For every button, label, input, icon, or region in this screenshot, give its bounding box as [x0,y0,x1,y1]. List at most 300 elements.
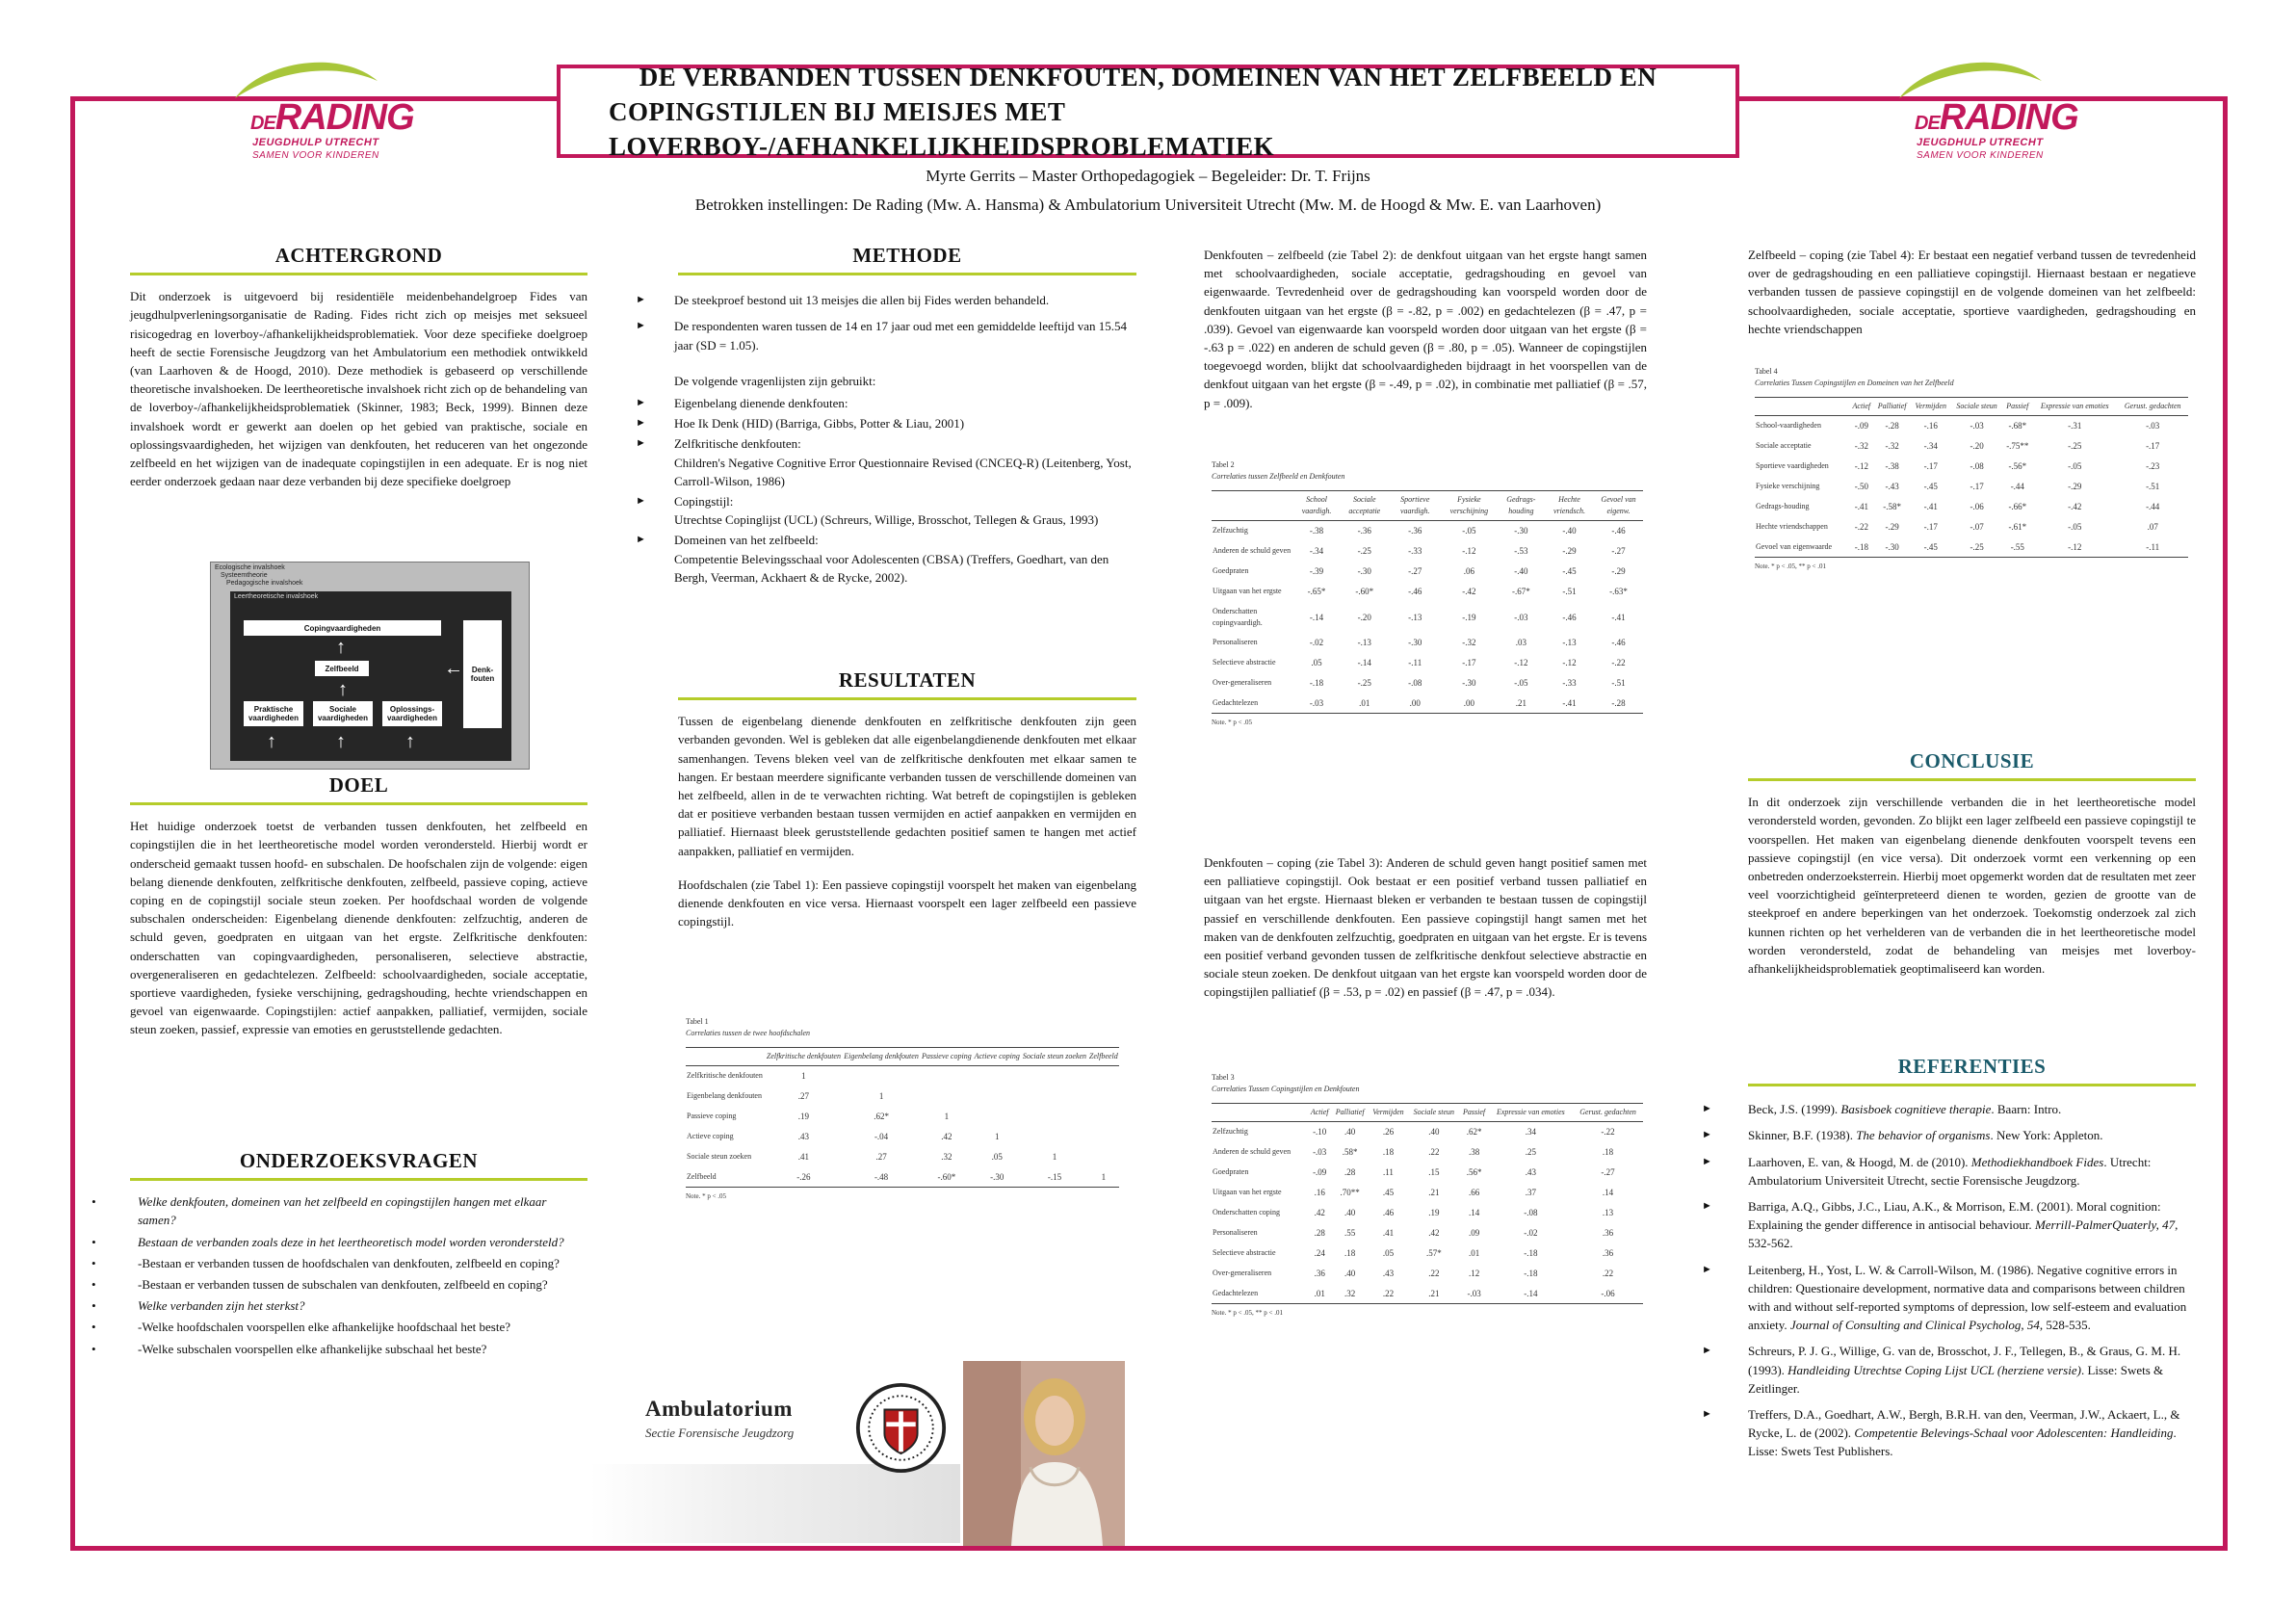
table-note: Note. * p < .05, ** p < .01 [1212,1309,1284,1317]
table-cell: .19 [1428,1208,1440,1217]
table-cell: Sportieve vaardigheden [1756,461,1829,470]
table-row [1212,602,1643,633]
achtergrond-text: Dit onderzoek is uitgevoerd bij residentiële meidenbehandelgroep Fides van jeugdhulpverleningsorganisatie de Rading. Fides richt zich op meisjes met seksueel risicogedrag en loverboy-/afhankelijkheidsproblematiek. Voor deze specifieke doelgroep heeft de sectie Forensische Jeugdzorg van het Ambulatorium een methodiek ontwikkeld (van Laarhoven & de Hoogd, 2010). Deze methodiek is gebaseerd op verschillende theoretische invalshoeken. De leertheoretische invalshoek richt zich op de behandeling van de loverboy-/afhankelijkheidsproblematiek (Skinner, 1983; Beck, 1999). Binnen deze invalshoek wordt er gewerkt aan doelen op het gebied van praktische, sociale en oplossingsvaardigheden, het wijzigen van denkfouten, het reduceren van het ongezonde zelfbeeld en het wijzigen van de inadequate copingstijlen in een adequate. Er is nog niet eerder onderzoek gedaan naar deze verbanden bij deze specifieke doelgroep [130,289,587,489]
rading-logo-right [1888,52,2078,168]
table-cell: -.22 [1601,1127,1615,1138]
tabel-1 [686,1016,1119,1202]
table-row [1755,497,2188,517]
table-row [1212,1284,1643,1304]
table-cell: Personaliseren [1213,1228,1258,1237]
table-row [1755,517,2188,537]
table-row [1212,1183,1643,1203]
table-cell: -.14 [1309,612,1324,622]
table-header: Eigenbelang denkfouten [843,1048,921,1066]
table-cell: .01 [1308,1284,1332,1304]
table-cell: Zelfzuchtig [1213,1127,1248,1137]
table-cell: -.30 [1514,526,1528,536]
table-cell: -.30 [1462,678,1476,688]
table-cell: -.29 [1562,546,1577,556]
data-table [686,1047,1119,1188]
table-cell: Eigenbelang denkfouten [687,1091,762,1100]
table-cell: .19 [797,1112,810,1121]
table-header: Palliatief [1332,1104,1369,1122]
ambulatorium-name: Ambulatorium [645,1397,793,1421]
table-cell: -.17 [1923,461,1938,471]
reference-text: Beck, J.S. (1999). [1748,1102,1841,1117]
table-cell: -.28 [1594,693,1643,714]
table-header: Sociale steun [1951,398,2003,416]
table-cell: .05 [991,1152,1003,1162]
table-cell: -.22 [1611,658,1626,667]
authors-line2: Betrokken instellingen: De Rading (Mw. A. Hansma) & Ambulatorium Universiteit Utrecht (Mw. M. de Hoogd & Mw. E. van Laarhoven) [694,196,1602,214]
table-cell: .66 [1468,1188,1480,1197]
table-cell: -.03 [1293,693,1340,714]
table-cell: Uitgaan van het ergste [1213,1188,1282,1196]
table-cell: -.38 [1885,461,1899,471]
table-cell [921,1066,974,1086]
table-cell: .42 [941,1132,952,1141]
table-cell: -.12 [1514,658,1528,667]
table-cell: .21 [1498,693,1545,714]
reference-text: Skinner, B.F. (1938). [1748,1128,1857,1143]
table-cell: -.65* [1307,587,1326,596]
table-cell: .27 [875,1152,887,1162]
table-header [1212,1104,1308,1122]
theoretical-model-figure [210,562,530,770]
table-cell: -.22 [1854,522,1868,532]
title-line1: DE VERBANDEN TUSSEN DENKFOUTEN, DOMEINEN VAN HET ZELFBEELD EN [639,62,1657,92]
table-cell: -.44 [2146,502,2160,511]
table-row [1755,436,2188,457]
table-cell: -.03 [1313,1147,1327,1157]
table-cell: -.05 [2068,461,2082,471]
reference-text: Barriga, A.Q., Gibbs, J.C., Liau, A.K., & Morrison, E.M. (2001). Moral cognition: Explaining the gender difference in antisocial behaviour. [1748,1199,2161,1233]
table-cell: .11 [1382,1167,1394,1177]
table-cell: -.05 [2068,522,2082,532]
table-cell: -.42 [1462,587,1476,596]
reference-item [1702,1153,2196,1190]
table-header: Vermijden [1911,398,1951,416]
table-cell: .06 [1463,566,1474,576]
table-header: Gerust. gedachten [1573,1104,1643,1122]
table-cell [973,1107,1021,1127]
table-cell: -.20 [1970,441,1984,451]
tabel-2 [1212,459,1643,728]
column-4 [1748,246,2196,338]
table-cell: .38 [1468,1147,1480,1157]
table-cell: -.17 [1462,658,1476,667]
column-3 [1204,246,1647,412]
list-item [636,492,1136,529]
table-header: Gedrags-houding [1498,491,1545,521]
table-cell: 1 [878,1091,884,1101]
table-header [686,1048,765,1066]
list-item: • Welke verbanden zijn het sterkst? [91,1296,587,1315]
girl-figure-icon [963,1361,1125,1546]
model-mid2-label: Pedagogische invalshoek [226,580,303,587]
table-cell: .18 [1382,1147,1395,1157]
table-cell: -.15 [1021,1167,1087,1188]
table-cell [1021,1127,1087,1147]
table-cell: Anderen de schuld geven [1213,546,1292,555]
table-cell: .15 [1428,1167,1440,1177]
table-cell: -.41 [1611,612,1626,622]
table-cell: .32 [1332,1284,1369,1304]
table-cell: -.19 [1462,612,1476,622]
table-cell: .43 [1525,1167,1536,1177]
table-header [1212,491,1293,521]
table-row [686,1167,1119,1188]
item-label: Copingstijl: [674,494,734,510]
table-cell: -.30 [1357,566,1371,576]
arrow-left-icon: ← [444,658,463,679]
table-row [1212,673,1643,693]
table-note: Note. * p < .05 [1212,719,1253,726]
table-cell: -.25 [1357,546,1371,556]
table-cell: -.46 [1562,612,1577,622]
table-cell: -.07 [1970,522,1984,532]
reference-item [1702,1126,2196,1144]
table-cell: -.25 [2068,441,2082,451]
zelfbeeld-coping-text: Zelfbeeld – coping (zie Tabel 4): Er bestaat een negatief verband tussen de tevredenheid over de gedragshouding en een palliatieve copingstijl. Hiernaast bestaan er negatieve verbanden tussen de passieve copingstijl en de volgende domeinen van het zelfbeeld: schoolvaardigheden, sociale acceptatie, sportieve vaardigheden, gedragshouding en hechte vriendschappen [1748,248,2196,336]
university-seal-icon [855,1382,947,1474]
table-cell: 1 [1088,1167,1119,1188]
reference-item [1702,1261,2196,1335]
table-cell: -.02 [1524,1228,1538,1238]
table-row [686,1147,1119,1167]
list-item: ► Eigenbelang dienende denkfouten: [636,394,1136,412]
reference-source: . New York: Appleton. [1990,1128,2103,1143]
table-cell [1021,1086,1087,1107]
table-cell: -.44 [2010,482,2024,491]
table-cell: Anderen de schuld geven [1213,1147,1292,1156]
table-cell: -.43 [1885,482,1899,491]
table-cell: -.61* [2008,522,2027,532]
table-cell: -.63* [1609,587,1628,596]
model-inner [230,591,511,761]
table-cell: -.27 [1408,566,1422,576]
reference-item [1702,1100,2196,1118]
arrow-up-icon: ↑ [338,679,348,700]
table-cell: .09 [1468,1228,1480,1238]
table-cell: -.16 [1923,421,1938,432]
table-header: Actieve coping [973,1048,1021,1066]
table-cell: -.03 [1460,1284,1489,1304]
table-cell: Zelfzuchtig [1213,526,1248,536]
authors-line1: Myrte Gerrits – Master Orthopedagogiek – Begeleider: Dr. T. Frijns [926,167,1370,185]
ambulatorium-sub: Sectie Forensische Jeugdzorg [645,1426,795,1440]
table-cell: -.11 [2117,537,2188,558]
table-cell: -.55 [2003,537,2033,558]
table-cell: Onderschatten copingvaardigh. [1213,606,1263,627]
table-cell: .55 [1344,1228,1356,1238]
list-item: • -Bestaan er verbanden tussen de subschalen van denkfouten, zelfbeeld en coping? [91,1275,587,1294]
table-cell: .40 [1428,1127,1440,1138]
arrow-up-icon: ↑ [336,637,346,658]
table-cell: -.60* [1355,587,1374,596]
table-cell: -.03 [1514,612,1528,622]
table-cell: -.13 [1357,638,1371,647]
table-row [686,1127,1119,1147]
table-cell: -.33 [1408,546,1422,556]
table-cell: Personaliseren [1213,638,1258,646]
table-title: Tabel 4 [1755,367,1778,376]
table-header: Expressie van emoties [2032,398,2117,416]
reference-source: , 528-535. [2039,1318,2091,1333]
table-row [1755,416,2188,436]
table-header: Zelfkritische denkfouten [765,1048,842,1066]
table-cell: -.40 [1562,526,1577,536]
reference-text: Laarhoven, E. van, & Hoogd, M. de (2010). [1748,1154,1971,1169]
table-cell: -.20 [1357,612,1371,622]
table-cell: .56* [1466,1167,1482,1177]
table-cell: .05 [1382,1248,1395,1258]
table-header: Vermijden [1369,1104,1408,1122]
model-coping-box: Copingvaardigheden [244,620,441,636]
table-cell: -.36 [1408,526,1422,536]
table-row [1212,1122,1643,1142]
onderzoeksvragen-list [91,1192,587,1358]
table-cell: -.66* [2008,502,2027,511]
table-cell: -.45 [1562,566,1577,576]
table-header: School vaardigh. [1293,491,1340,521]
conclusie-text: In dit onderzoek zijn verschillende verbanden die in het leertheoretische model verondersteld worden, gevonden. Zo blijkt een lager zelfbeeld een passieve copingstijl te voorspellen. Het maken van eigenbelang dienende denkfouten voorspelt tevens een passieve copingstijl (en vice versa). Dit onderzoek vormt een verkenning op een onbetreden onderzoeksterrein. Hierbij moet opgemerkt worden dat de resultaten met zeer veel voorzichtigheid geïnterpreteerd dienen te worden, gezien de grootte van de steekproef en andere beperkingen van het onderzoek. Toekomstig onderzoek zal zich kunnen richten op het verhelderen van de verbanden die in het leertheoretische model worden verondersteld, zodat de behandeling van meisjes met loverboy-afhankelijkheidsproblematiek geoptimaliseerd kan worden. [1748,795,2196,977]
table-cell: -.41 [1545,693,1594,714]
table-cell: -.06 [1573,1284,1643,1304]
table-cell: .14 [1468,1208,1480,1217]
table-header: Hechte vriendsch. [1545,491,1594,521]
table-cell [973,1066,1021,1086]
table-row [1212,693,1643,714]
table-cell: .22 [1428,1147,1440,1157]
reference-text: Leitenberg, H., Yost, L. W. & Carroll-Wilson, M. (1986). Negative cognitive errors in children: Questionaire development, normative data and comparisons between children with and without self-reported symptoms of depression, low self-esteem and evaluation anxiety. [1748,1262,2187,1333]
list-item [636,434,1136,490]
table-row [1212,1243,1643,1264]
zelfbeeld-text: Denkfouten – zelfbeeld (zie Tabel 2): de denkfout uitgaan van het ergste hangt samen met schoolvaardigheden, sociale acceptatie, gedragshouding en gevoel van eigenwaarde. Tevredenheid over de gedragshouding kan voorspeld worden door de denkfouten uitgaan van het ergste (β = -.82, p = .002) en gedachtelezen (β = .47, p = .039). Gevoel van eigenwaarde kan voorspeld worden door uitgaan van het ergste (β = -.63 p = .022) en anderen de schuld geven (β = .80, p = .05). Wanneer de copingstijlen toegevoegd worden, blijkt dat schoolvaardigheden bijdraagt in het voorspellen van de denkfout uitgaan van het ergste (β = -.49, p = .02), in combinatie met palliatief (β = .57, p = .009). [1204,248,1647,410]
table-cell: -.08 [1524,1208,1538,1217]
table-cell: .42 [1314,1208,1325,1217]
table-cell: -.58* [1883,502,1901,511]
table-cell: Goedpraten [1213,1167,1249,1176]
table-row [1212,1223,1643,1243]
resultaten-heading: RESULTATEN [678,671,1136,700]
table-row [1212,1264,1643,1284]
rading-logo-left [223,52,414,168]
table-header: Fysieke verschijning [1441,491,1498,521]
reference-title: Merrill-PalmerQuaterly, 47 [2034,1217,2176,1233]
table-cell: -.09 [1313,1167,1327,1177]
table-header: Palliatief [1873,398,1911,416]
table-header: Passieve coping [921,1048,974,1066]
table-cell: -.34 [1309,546,1324,556]
table-cell: Uitgaan van het ergste [1213,587,1282,595]
table-cell: Onderschatten coping [1213,1208,1280,1216]
table-header: Sociale acceptatie [1340,491,1389,521]
table-cell: Actieve coping [687,1132,734,1140]
table-cell: -.06 [1970,502,1984,511]
table-cell: .25 [1525,1147,1536,1157]
onderzoeksvragen-heading: ONDERZOEKSVRAGEN [130,1152,587,1181]
tabel-4 [1755,366,2188,572]
reference-text: Schreurs, P. J. G., Willige, G. van de, Brosschot, J. F., Tellegen, B., & Graus, G. M. H. (1993). [1748,1344,2181,1377]
table-header [1755,398,1849,416]
achtergrond-heading: ACHTERGROND [130,247,587,275]
table-cell: Selectieve abstractie [1213,658,1276,667]
arrow-up-icon: ↑ [405,731,415,752]
list-item [636,531,1136,587]
table-cell: Gedachtelezen [1212,1284,1308,1304]
list-item: ► De respondenten waren tussen de 14 en 17 jaar oud met een gemiddelde leeftijd van 15.54 jaar (SD = 1.05). [636,317,1136,353]
table-cell: .45 [1382,1188,1395,1197]
table-cell: -.46 [1408,587,1422,596]
table-cell: -.25 [1951,537,2003,558]
table-cell: Sociale acceptatie [1756,441,1812,450]
table-cell: .62* [1466,1127,1482,1138]
table-cell: Goedpraten [1213,566,1249,575]
list-item: • Bestaan de verbanden zoals deze in het leertheoretisch model worden verondersteld? [91,1233,587,1251]
table-cell: -.27 [1601,1167,1615,1177]
table-header: Sociale steun zoeken [1021,1048,1087,1066]
table-cell: -.18 [1524,1248,1538,1258]
table-row [1212,1163,1643,1183]
item-text: Competentie Belevingsschaal voor Adolescenten (CBSA) (Treffers, Goedhart, van den Bergh, Veerman, Ackhaert & de Rycke, 2002). [674,551,1109,585]
methode-heading: METHODE [678,247,1136,275]
table-header: Expressie van emoties [1489,1104,1573,1122]
table-header: Zelfbeeld [1088,1048,1119,1066]
table-cell: .36 [1602,1248,1614,1258]
title-line2: COPINGSTIJLEN BIJ MEISJES MET LOVERBOY-/AFHANKELIJKHEIDSPROBLEMATIEK [609,96,1275,161]
table-caption: Correlaties Tussen Copingstijlen en Domeinen van het Zelfbeeld [1755,379,1954,387]
doel-section [130,773,587,1039]
arrow-up-icon: ↑ [336,731,346,752]
model-mid1-label: Systeemtheorie [221,572,268,579]
table-cell: -.29 [1611,566,1626,576]
table-cell: -.28 [1885,421,1899,432]
table-cell: .22 [1602,1269,1614,1278]
resultaten-section [678,668,1136,930]
methode-vragenlijsten [636,394,1136,587]
table-cell [1088,1127,1119,1147]
table-cell: -.29 [1885,522,1899,532]
table-cell: .18 [1344,1248,1356,1258]
table-cell: -.12 [1854,461,1868,471]
table-cell: -.30 [1408,638,1422,647]
table-cell: -.32 [1854,441,1868,451]
table-cell: -.38 [1309,526,1324,536]
table-cell: -.36 [1357,526,1371,536]
item-label: Domeinen van het zelfbeeld: [674,533,819,548]
table-cell: .36 [1314,1269,1325,1278]
table-cell: .21 [1408,1284,1459,1304]
table-row [1755,477,2188,497]
table-cell: -.18 [1524,1269,1538,1278]
table-cell: .26 [1382,1127,1395,1138]
reference-title: Journal of Consulting and Clinical Psycholog, 54 [1789,1318,2040,1333]
table-cell: .41 [797,1152,810,1162]
table-cell: -.75** [2006,441,2029,451]
table-cell: -.17 [1923,522,1938,532]
table-row [1212,541,1643,562]
table-cell: -.39 [1309,566,1324,576]
table-cell: .43 [797,1132,810,1141]
table-cell: .32 [941,1152,952,1162]
model-sociale-box: Sociale vaardigheden [313,701,373,726]
table-cell: .62* [874,1112,889,1121]
list-item: ► De steekproef bestond uit 13 meisjes die allen bij Fides werden behandeld. [636,291,1136,309]
table-cell: .37 [1525,1188,1536,1197]
girl-photo [963,1361,1125,1546]
conclusie-section [1748,749,2196,978]
table-cell: .36 [1602,1228,1614,1238]
data-table [1212,490,1643,714]
table-cell: -.10 [1313,1127,1327,1138]
table-note: Note. * p < .05, ** p < .01 [1755,562,1827,570]
table-cell: -.42 [2068,502,2082,511]
table-cell: -.45 [1923,482,1938,491]
table-cell: .27 [797,1091,810,1101]
table-cell: -.04 [874,1132,889,1141]
resultaten-p1: Tussen de eigenbelang dienende denkfouten en zelfkritische denkfouten zijn geen verbanden gevonden. Wel is gebleken dat alle eigenbelangdienende denkfouten met elkaar samenhangen. Tevens bleken veel van de zelfkritische denkfouten met elkaar samen te hangen. Er bestaan meerdere significante verbanden tussen de verschillende domeinen van het zelfbeeld, allen in de te verwachten richting. Wat betreft de copingstijlen is gebleken dat er positieve verbanden bestaan tussen vermijden en actief aanpakken en vermijden en palliatief. Hiernaast bleek geruststellende gedachten positief samen te hangen met actief aanpakken, palliatief en vermijden. [678,714,1136,858]
item-text: Utrechtse Copinglijst (UCL) (Schreurs, Willige, Brosschot, Tellegen & Graus, 1993) [674,512,1099,528]
model-oplossings-box: Oplossings-vaardigheden [382,701,442,726]
table-cell: -.56* [2008,461,2027,471]
table-cell: Gevoel van eigenwaarde [1755,537,1849,558]
logo-sub1: JEUGDHULP UTRECHT [252,137,379,148]
table-cell: -.30 [1873,537,1911,558]
decorative-strip [589,1464,960,1543]
table-row [1212,582,1643,602]
table-cell: .14 [1602,1188,1614,1197]
table-header: Actief [1308,1104,1332,1122]
reference-source: . Lisse: Swets & Zeitlinger. [1748,1362,2164,1396]
table-header: Sportieve vaardigh. [1390,491,1442,521]
table-cell: .22 [1428,1269,1440,1278]
reference-title: Methodiekhandboek Fides [1970,1154,2104,1169]
table-cell: -.32 [1885,441,1899,451]
reference-source: . Lisse: Swets Test Publishers. [1748,1426,2177,1459]
table-row [686,1086,1119,1107]
reference-source: , 532-562. [1748,1217,2179,1251]
table-cell: Zelfkritische denkfouten [687,1071,763,1081]
reference-item [1702,1342,2196,1398]
table-cell: .22 [1369,1284,1408,1304]
table-caption: Correlaties tussen de twee hoofdschalen [686,1029,811,1037]
table-cell: .24 [1314,1248,1325,1258]
table-row [1212,633,1643,653]
logo-de: DE [250,113,275,134]
table-cell: -.26 [765,1167,842,1188]
table-cell: -.12 [2032,537,2117,558]
table-cell: .01 [1468,1248,1480,1258]
table-cell: .16 [1314,1188,1325,1197]
table-cell: Selectieve abstractie [1213,1248,1276,1257]
table-cell [1088,1066,1119,1086]
table-row [686,1066,1119,1086]
doel-text: Het huidige onderzoek toetst de verbanden tussen denkfouten, het zelfbeeld en copingstijlen die in het leertheoretische model worden verondersteld. Hierbij wordt er onderscheid gemaakt tussen hoofd- en subschalen. De hoofschalen zijn de volgende: eigen belang dienende denkfouten, zelfkritische denkfouten, zelfbeeld, passieve coping, actieve coping en de copingstijl sociale steun zoeken. Per hoofdschaal worden de volgende subschalen onderscheiden: Eigenbelang dienende denkfouten: zelfzuchtig, anderen de schuld geven, goedpraten en uitgaan van het ergste. Zelfkritische denkfouten: onderschatten van copingvaardigheden, personaliseren, selectieve abstractie, overgeneraliseren en gedachtelezen. Zelfbeeld: schoolvaardigheden, sociale acceptatie, sportieve vaardigheden, fysieke verschijning, gedragshouding, hechte vriendschappen en gevoel van eigenwaarde. Copingstijlen: actief aanpakken, palliatief, vermijden, sociale steun zoeken, passief, expressie van emoties en geruststellende gedachten. [130,819,587,1037]
table-cell: -.23 [2146,461,2160,471]
logo-name: RADING [274,97,414,138]
table-header: Actief [1849,398,1873,416]
table-cell: .58* [1342,1147,1358,1157]
table-row [1212,521,1643,541]
onderzoeksvragen-section [91,1149,587,1361]
reference-source: . Baarn: Intro. [1991,1102,2062,1117]
table-cell: -.50 [1854,482,1868,491]
table-cell: -.18 [1849,537,1873,558]
table-cell [1088,1086,1119,1107]
table-cell: .40 [1344,1269,1356,1278]
table-cell: -.08 [1970,461,1984,471]
